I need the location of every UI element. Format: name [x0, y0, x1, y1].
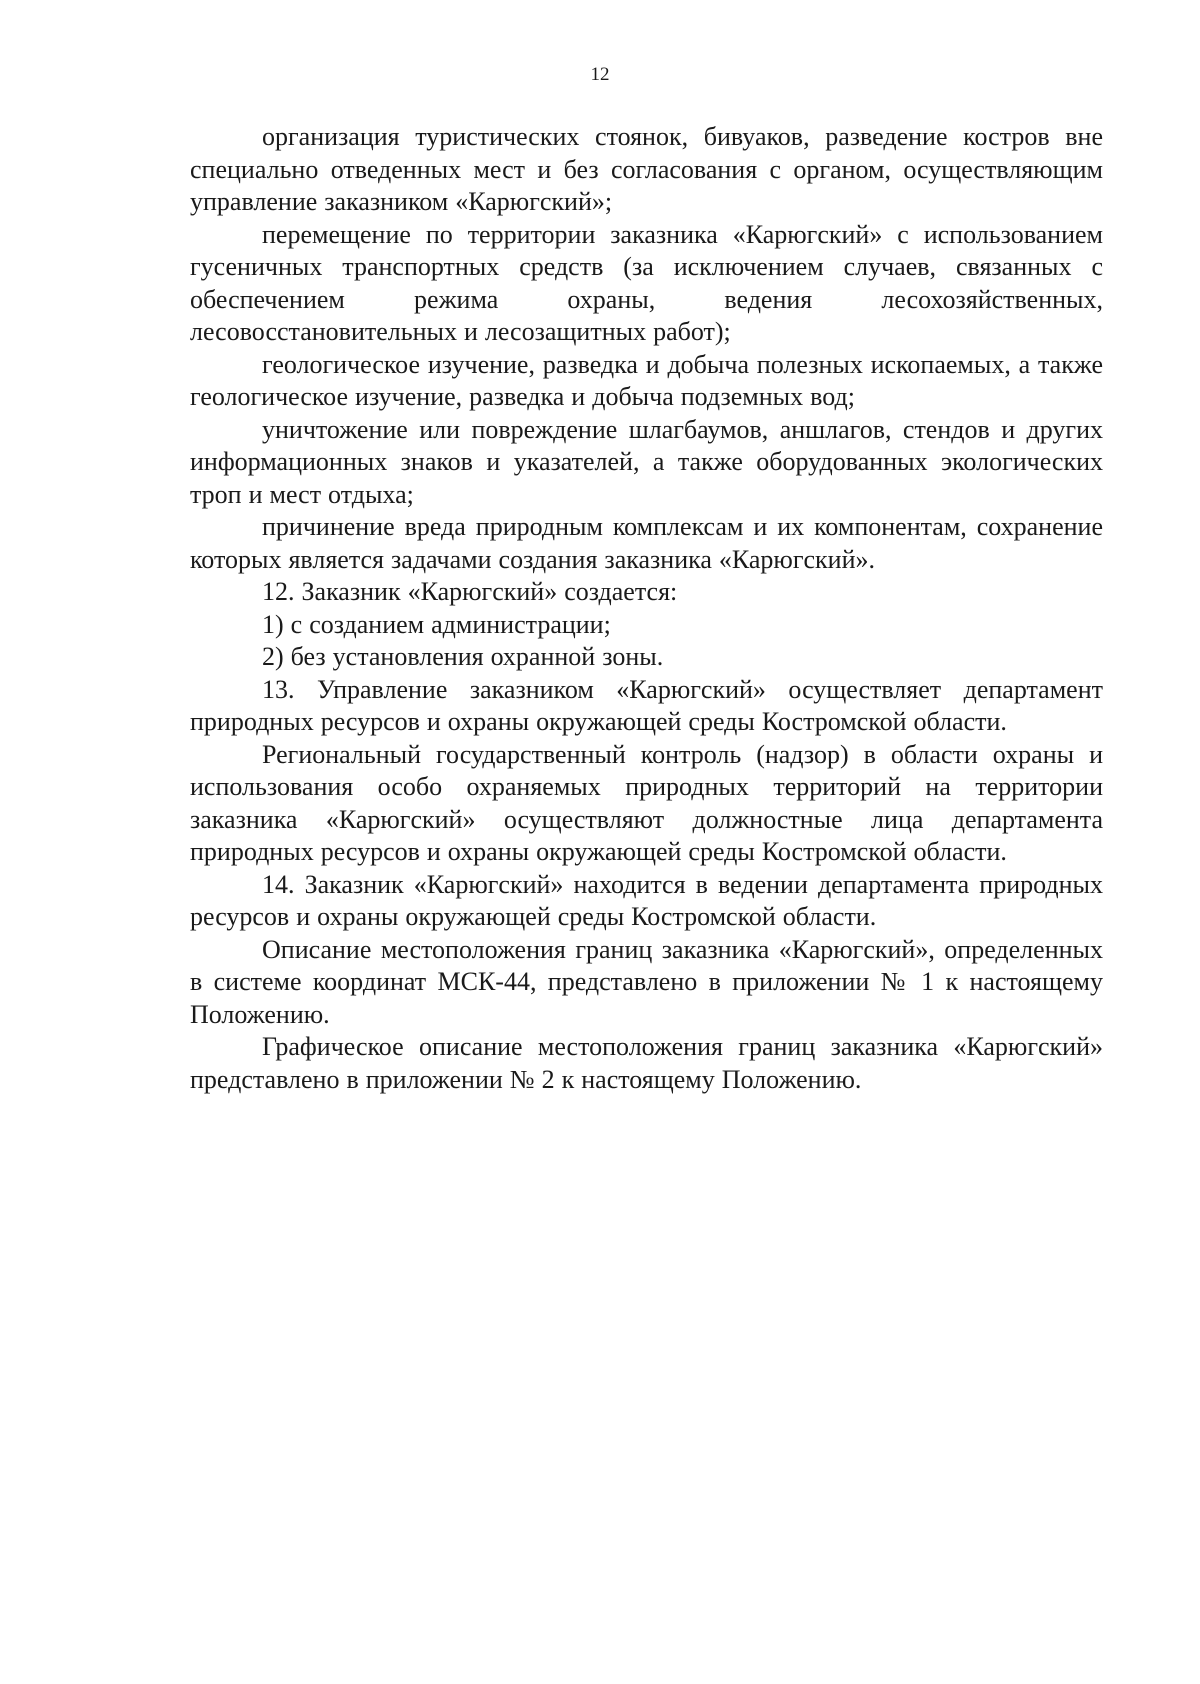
paragraph-prohibition-geology: геологическое изучение, разведка и добыча полезных ископаемых, а также геологическое изучение, разведка и добыча подземных вод; [190, 349, 1103, 411]
paragraph-clause-12-item-2: 2) без установления охранной зоны. [262, 642, 664, 671]
paragraph-boundary-description: Описание местоположения границ заказника «Карюгский», определенных в системе координат МСК-44, представлено в приложении № 1 к настоящему Положению. [190, 934, 1103, 1029]
paragraph-clause-12-item-1: 1) с созданием администрации; [262, 609, 611, 639]
document-body [190, 121, 1103, 1096]
page-number: 12 [590, 64, 610, 85]
paragraph-prohibition-harm: причинение вреда природным комплексам и их компонентам, сохранение которых является задачами создания заказника «Карюгский». [190, 512, 1103, 574]
paragraph-clause-12: 12. Заказник «Карюгский» создается: [262, 577, 678, 606]
paragraph-graphic-description: Графическое описание местоположения границ заказника «Карюгский» представлено в приложении № 2 к настоящему Положению. [190, 1032, 1103, 1094]
paragraph-regional-control: Региональный государственный контроль (надзор) в области охраны и использования особо охраняемых природных территорий на территории заказника «Карюгский» осуществляют должностные лица департамента природных ресурсов и охраны окружающей среды Костромской области. [190, 739, 1103, 866]
paragraph-prohibition-signs-damage: уничтожение или повреждение шлагбаумов, аншлагов, стендов и других информационных знаков и указателей, а также оборудованных экологических троп и мест отдыха; [190, 414, 1103, 509]
paragraph-clause-14: 14. Заказник «Карюгский» находится в ведении департамента природных ресурсов и охраны окружающей среды Костромской области. [190, 869, 1103, 931]
paragraph-prohibition-tracked-vehicles: перемещение по территории заказника «Карюгский» с использованием гусеничных транспортных средств (за исключением случаев, связанных с обеспечением режима охраны, ведения лесохозяйственных, лесовосстановительных и лесозащитных работ); [190, 219, 1103, 346]
paragraph-prohibition-camping: организация туристических стоянок, бивуаков, разведение костров вне специально отведенных мест и без согласования с органом, осуществляющим управление заказником «Карюгский»; [190, 122, 1103, 216]
paragraph-clause-13: 13. Управление заказником «Карюгский» осуществляет департамент природных ресурсов и охраны окружающей среды Костромской области. [190, 674, 1103, 736]
